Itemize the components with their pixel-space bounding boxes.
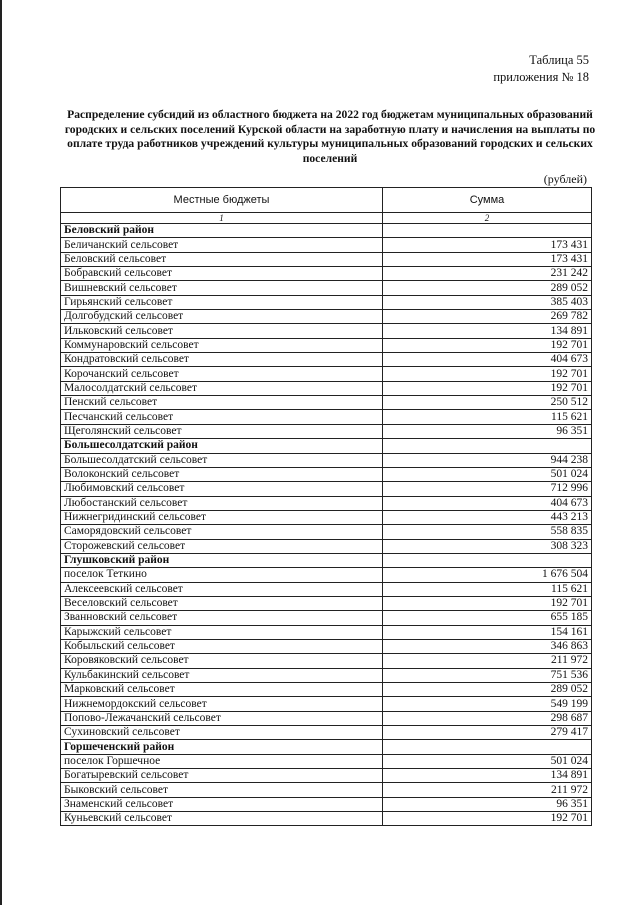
table-row <box>61 338 592 352</box>
district-amount-empty <box>383 553 592 567</box>
subsidy-amount: 501 024 <box>383 467 592 481</box>
table-row <box>61 295 592 309</box>
municipality-name: Песчанский сельсовет <box>61 410 383 424</box>
subsidy-amount: 558 835 <box>383 525 592 539</box>
subsidy-amount: 712 996 <box>383 482 592 496</box>
scan-edge-line <box>0 0 2 905</box>
column-number-1: 1 <box>61 213 383 224</box>
document-title: Распределение субсидий из областного бюджета на 2022 год бюджетам муниципальных образований городских и сельских поселений Курской области на заработную плату и начисления на выплаты по оплате труда работников учреждений культуры муниципальных образований городских и сельских поселений <box>64 108 596 165</box>
municipality-name: Любимовский сельсовет <box>61 482 383 496</box>
subsidy-amount: 192 701 <box>383 338 592 352</box>
subsidy-amount: 289 052 <box>383 683 592 697</box>
subsidy-amount: 308 323 <box>383 539 592 553</box>
table-row <box>61 639 592 653</box>
municipality-name: Кобыльский сельсовет <box>61 639 383 653</box>
municipality-name: Богатыревский сельсовет <box>61 769 383 783</box>
subsidy-amount: 549 199 <box>383 697 592 711</box>
table-row <box>61 310 592 324</box>
municipality-name: поселок Теткино <box>61 568 383 582</box>
subsidy-amount: 289 052 <box>383 281 592 295</box>
subsidy-amount: 173 431 <box>383 252 592 266</box>
municipality-name: Нижнегридинский сельсовет <box>61 510 383 524</box>
district-name: Горшеченский район <box>61 740 383 754</box>
municipality-name: Малосолдатский сельсовет <box>61 381 383 395</box>
municipality-name: Волоконский сельсовет <box>61 467 383 481</box>
municipality-name: Званновский сельсовет <box>61 611 383 625</box>
municipality-name: Ильковский сельсовет <box>61 324 383 338</box>
table-caption <box>493 52 589 86</box>
district-name: Беловский район <box>61 224 383 238</box>
table-row <box>61 510 592 524</box>
table-row <box>61 482 592 496</box>
municipality-name: Попово-Лежачанский сельсовет <box>61 711 383 725</box>
municipality-name: Знаменский сельсовет <box>61 797 383 811</box>
table-row <box>61 683 592 697</box>
table-row <box>61 353 592 367</box>
municipality-name: Беличанский сельсовет <box>61 238 383 252</box>
municipality-name: Пенский сельсовет <box>61 396 383 410</box>
subsidy-amount: 443 213 <box>383 510 592 524</box>
subsidy-amount: 751 536 <box>383 668 592 682</box>
table-row <box>61 668 592 682</box>
subsidy-amount: 404 673 <box>383 496 592 510</box>
subsidy-amount: 96 351 <box>383 797 592 811</box>
table-row <box>61 596 592 610</box>
table-row <box>61 783 592 797</box>
table-row <box>61 381 592 395</box>
caption-table-number: Таблица 55 <box>529 53 589 67</box>
municipality-name: Долгобудский сельсовет <box>61 310 383 324</box>
municipality-name: Коровяковский сельсовет <box>61 654 383 668</box>
table-row <box>61 496 592 510</box>
district-amount-empty <box>383 740 592 754</box>
header-local-budgets: Местные бюджеты <box>61 188 383 213</box>
municipality-name: Быковский сельсовет <box>61 783 383 797</box>
municipality-name: Любостанский сельсовет <box>61 496 383 510</box>
subsidy-amount: 655 185 <box>383 611 592 625</box>
table-row <box>61 467 592 481</box>
subsidy-amount: 192 701 <box>383 812 592 826</box>
subsidy-amount: 404 673 <box>383 353 592 367</box>
table-row <box>61 582 592 596</box>
unit-label: (рублей) <box>543 172 587 186</box>
subsidy-amount: 96 351 <box>383 424 592 438</box>
subsidy-amount: 211 972 <box>383 783 592 797</box>
district-row <box>61 439 592 453</box>
column-number-2: 2 <box>383 213 592 224</box>
table-row <box>61 611 592 625</box>
subsidy-amount: 1 676 504 <box>383 568 592 582</box>
subsidy-amount: 298 687 <box>383 711 592 725</box>
subsidy-table <box>60 187 592 826</box>
subsidy-amount: 134 891 <box>383 769 592 783</box>
table-row <box>61 267 592 281</box>
table-row <box>61 769 592 783</box>
subsidy-amount: 346 863 <box>383 639 592 653</box>
subsidy-amount: 192 701 <box>383 381 592 395</box>
district-name: Большесолдатский район <box>61 439 383 453</box>
subsidy-amount: 279 417 <box>383 726 592 740</box>
table-row <box>61 424 592 438</box>
subsidy-amount: 501 024 <box>383 754 592 768</box>
subsidy-amount: 192 701 <box>383 367 592 381</box>
district-amount-empty <box>383 439 592 453</box>
district-row <box>61 740 592 754</box>
table-row <box>61 625 592 639</box>
table-row <box>61 281 592 295</box>
district-row <box>61 553 592 567</box>
table-row <box>61 654 592 668</box>
table-row <box>61 396 592 410</box>
municipality-name: Щеголянский сельсовет <box>61 424 383 438</box>
caption-appendix-number: приложения № 18 <box>493 70 589 84</box>
table-row <box>61 367 592 381</box>
subsidy-amount: 944 238 <box>383 453 592 467</box>
municipality-name: Кульбакинский сельсовет <box>61 668 383 682</box>
table-row <box>61 453 592 467</box>
subsidy-amount: 115 621 <box>383 410 592 424</box>
table-row <box>61 711 592 725</box>
subsidy-amount: 134 891 <box>383 324 592 338</box>
table-row <box>61 812 592 826</box>
table-row <box>61 410 592 424</box>
table-row <box>61 697 592 711</box>
subsidy-amount: 231 242 <box>383 267 592 281</box>
subsidy-amount: 250 512 <box>383 396 592 410</box>
subsidy-amount: 269 782 <box>383 310 592 324</box>
municipality-name: Карыжский сельсовет <box>61 625 383 639</box>
table-row <box>61 539 592 553</box>
table-row <box>61 525 592 539</box>
district-row <box>61 224 592 238</box>
municipality-name: Саморядовский сельсовет <box>61 525 383 539</box>
municipality-name: Корочанский сельсовет <box>61 367 383 381</box>
municipality-name: Бобравский сельсовет <box>61 267 383 281</box>
subsidy-amount: 115 621 <box>383 582 592 596</box>
municipality-name: Кондратовский сельсовет <box>61 353 383 367</box>
municipality-name: Коммунаровский сельсовет <box>61 338 383 352</box>
table-row <box>61 754 592 768</box>
table-row <box>61 797 592 811</box>
municipality-name: Гирьянский сельсовет <box>61 295 383 309</box>
municipality-name: Алексеевский сельсовет <box>61 582 383 596</box>
table-row <box>61 726 592 740</box>
header-amount: Сумма <box>383 188 592 213</box>
subsidy-amount: 385 403 <box>383 295 592 309</box>
district-amount-empty <box>383 224 592 238</box>
municipality-name: Куньевский сельсовет <box>61 812 383 826</box>
table-row <box>61 324 592 338</box>
municipality-name: поселок Горшечное <box>61 754 383 768</box>
table-row <box>61 568 592 582</box>
municipality-name: Большесолдатский сельсовет <box>61 453 383 467</box>
table-header-row <box>61 188 592 213</box>
municipality-name: Беловский сельсовет <box>61 252 383 266</box>
municipality-name: Вишневский сельсовет <box>61 281 383 295</box>
municipality-name: Марковский сельсовет <box>61 683 383 697</box>
table-row <box>61 238 592 252</box>
municipality-name: Нижнемордокский сельсовет <box>61 697 383 711</box>
column-number-row <box>61 213 592 224</box>
subsidy-amount: 192 701 <box>383 596 592 610</box>
municipality-name: Веселовский сельсовет <box>61 596 383 610</box>
district-name: Глушковский район <box>61 553 383 567</box>
subsidy-amount: 211 972 <box>383 654 592 668</box>
municipality-name: Сухиновский сельсовет <box>61 726 383 740</box>
table-row <box>61 252 592 266</box>
subsidy-amount: 154 161 <box>383 625 592 639</box>
municipality-name: Сторожевский сельсовет <box>61 539 383 553</box>
subsidy-amount: 173 431 <box>383 238 592 252</box>
